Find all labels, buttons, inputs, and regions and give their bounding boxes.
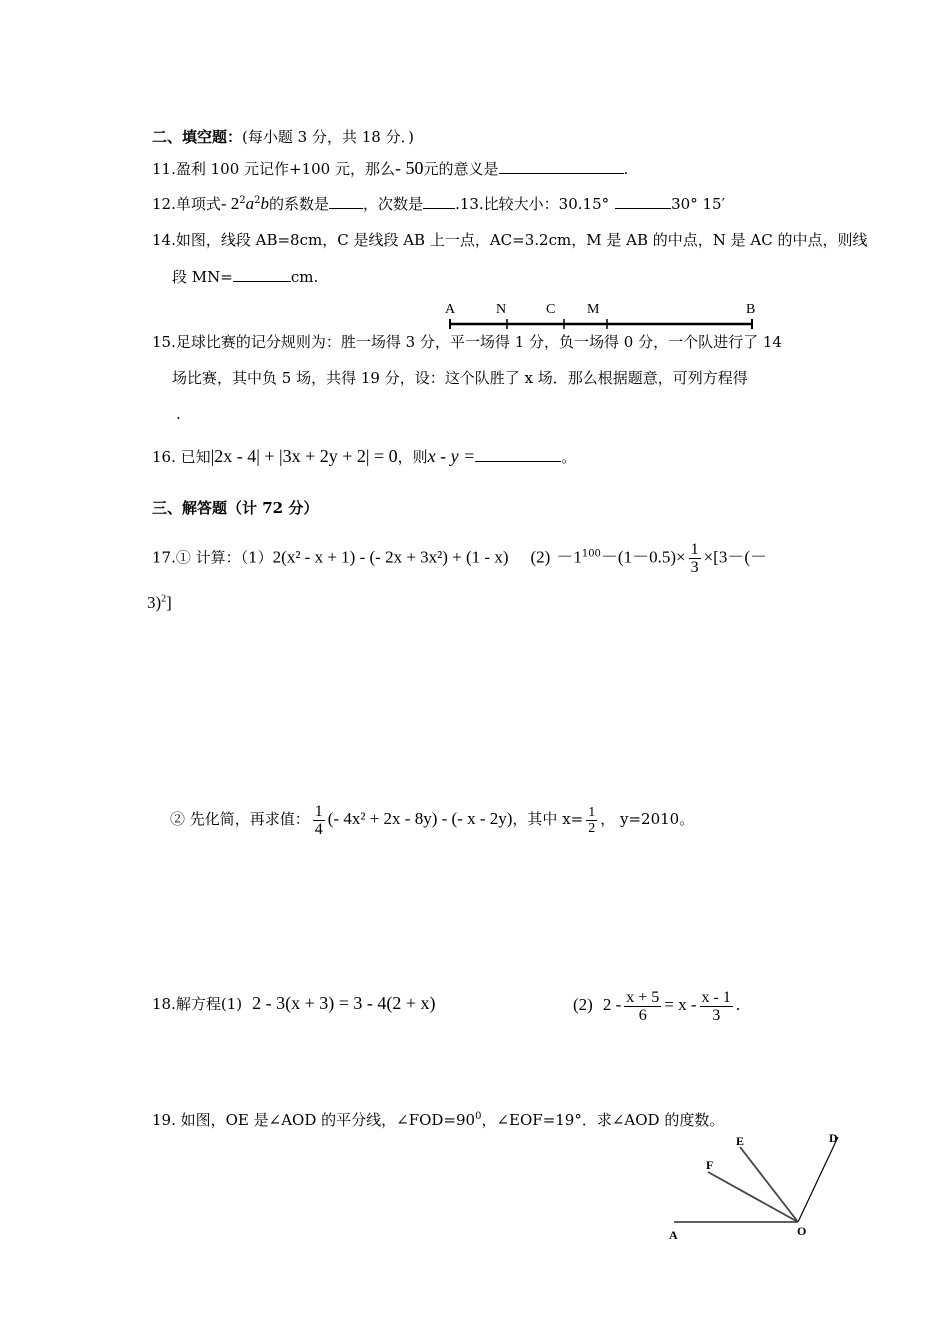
q11-tail: 元的意义是 [423, 160, 499, 178]
label-a: A [445, 302, 456, 317]
q18-f2-den: 3 [712, 1006, 721, 1024]
q11-text: 11.盈利 100 元记作+100 元，那么 [152, 160, 395, 178]
q12-degree-label: ，次数是 [363, 195, 424, 213]
question-18-part2 [573, 985, 740, 1025]
ray-od [798, 1137, 838, 1222]
q17-lead: 17.① 计算：（1） [152, 548, 273, 567]
q17b-tail: ， y=2010。 [600, 810, 695, 828]
angle-figure [660, 1125, 860, 1245]
q17-wrap-text: 3) [147, 593, 162, 612]
label-b: B [746, 302, 756, 317]
q12-math-coef: - 2 [220, 194, 240, 213]
ray-of [708, 1172, 798, 1222]
q18-part2-label: (2) [573, 995, 593, 1014]
section-2-note: (每小题 3 分，共 18 分．) [242, 128, 414, 146]
question-18-part1 [152, 993, 436, 1014]
q18-eq2-b: = x - [664, 995, 697, 1014]
q17-expr1: 2(x² - x + 1) - (- 2x + 3x²) + (1 - x) [272, 547, 509, 567]
question-19 [152, 1110, 724, 1130]
q12-degree-blank[interactable] [423, 194, 455, 209]
question-17 [152, 541, 767, 576]
q18-eq1: 2 - 3(x + 3) = 3 - 4(2 + x) [252, 993, 436, 1013]
question-15-line2: 场比赛，其中负 5 场，共得 19 分，设：这个队胜了 x 场．那么根据题意，可列方程得 [172, 369, 748, 387]
q17b-lead: ② 先化简，再求值： [170, 810, 310, 828]
q16-equation: |2x - 4| + |3x + 2y + 2| = 0 [210, 446, 398, 466]
q13-value: 30° 15′ [671, 195, 725, 213]
question-16 [152, 446, 576, 467]
q18-eq2-a: 2 - [602, 995, 622, 1014]
q12-math-exp2: 2 [254, 195, 261, 206]
q14-mn-blank[interactable] [233, 267, 291, 282]
q17-expr2-c: ×[3－(－ [703, 547, 768, 567]
q12-math-b: b [260, 194, 270, 213]
question-14-line2 [172, 267, 318, 287]
q17-frac-den: 3 [690, 559, 699, 576]
q12-math-exp1: 2 [239, 195, 246, 206]
q19-sup: 0 [475, 1111, 482, 1122]
q17b-frac-den: 4 [314, 820, 323, 838]
q17b-mid: ，其中 x= [512, 810, 584, 828]
q17b-fraction [313, 803, 325, 838]
q18-fraction-1 [624, 989, 661, 1024]
label-o: O [797, 1224, 807, 1238]
q12-text: 12.单项式 [152, 195, 221, 213]
q17b-frac-num: 1 [314, 802, 323, 820]
q18-eq2-c: . [735, 995, 741, 1014]
question-15-line3: . [176, 405, 181, 423]
q18-fraction-2 [700, 989, 733, 1024]
q17-frac-num: 1 [690, 541, 699, 558]
q11-end: . [623, 160, 629, 178]
q16-answer-blank[interactable] [475, 453, 561, 462]
q11-math: - 50 [395, 158, 424, 178]
q12-coef-blank[interactable] [329, 194, 363, 209]
q14-unit: cm. [290, 268, 319, 286]
q17-wrap-exp: 2 [161, 593, 167, 605]
q17-expr2-a: －1 [556, 547, 582, 567]
q17-fraction [689, 541, 701, 576]
q19-text: 19. 如图，OE 是∠AOD 的平分线，∠FOD=90 [152, 1111, 476, 1129]
q11-answer-blank[interactable] [499, 159, 624, 174]
label-a: A [669, 1228, 678, 1242]
q14-mn-label: 段 MN= [172, 268, 233, 286]
section-2-heading [152, 127, 414, 147]
q18-f2-num: x - 1 [701, 988, 731, 1006]
q17-part2-label: (2) [530, 547, 551, 567]
ray-oe [740, 1147, 798, 1222]
label-c: C [546, 302, 556, 317]
question-12-13 [152, 194, 725, 214]
q17-wrap-end: ] [166, 593, 172, 612]
question-11 [152, 158, 628, 179]
question-14-line1: 14.如图，线段 AB=8cm，C 是线段 AB 上一点，AC=3.2cm，M 是 AB 的中点，N 是 AC 的中点，则线 [152, 231, 868, 249]
q18-f1-den: 6 [638, 1006, 647, 1024]
q16-expr: x - y = [427, 446, 476, 466]
q17b-expr: (- 4x² + 2x - 8y) - (- x - 2y) [327, 809, 513, 828]
segment-figure [430, 295, 770, 335]
question-17-part2 [170, 799, 694, 839]
q13-text: .13.比较大小：30.15° [455, 195, 610, 213]
q12-coef-label: 的系数是 [269, 195, 330, 213]
q16-end: 。 [561, 448, 577, 466]
q18-lead: 18.解方程(1) [152, 995, 243, 1013]
q17b-x-num: 1 [588, 804, 596, 820]
q13-compare-blank[interactable] [615, 194, 671, 209]
q12-math-a: a [245, 194, 255, 213]
label-e: E [736, 1134, 745, 1148]
question-17-wrap [147, 593, 172, 613]
section-2-title: 二、填空题： [152, 128, 243, 146]
label-m: M [587, 302, 600, 317]
q16-mid: ，则 [397, 448, 428, 466]
label-n: N [496, 302, 507, 317]
label-f: F [706, 1158, 714, 1172]
q17b-x-den: 2 [588, 820, 596, 836]
q17-expr2-exp: 100 [581, 548, 601, 560]
q16-text: 16. 已知 [152, 448, 211, 466]
q19-tail: ，∠EOF=19°．求∠AOD 的度数。 [481, 1111, 725, 1129]
question-15-line1: 15.足球比赛的记分规则为：胜一场得 3 分，平一场得 1 分，负一场得 0 分，一个队进行了 14 [152, 333, 782, 351]
label-d: D [829, 1131, 838, 1145]
q17-expr2-b: －(1－0.5)× [600, 547, 686, 567]
q18-f1-num: x + 5 [626, 988, 660, 1006]
section-3-heading: 三、解答题（计 72 分） [152, 499, 319, 517]
q17b-x-fraction [586, 805, 597, 836]
